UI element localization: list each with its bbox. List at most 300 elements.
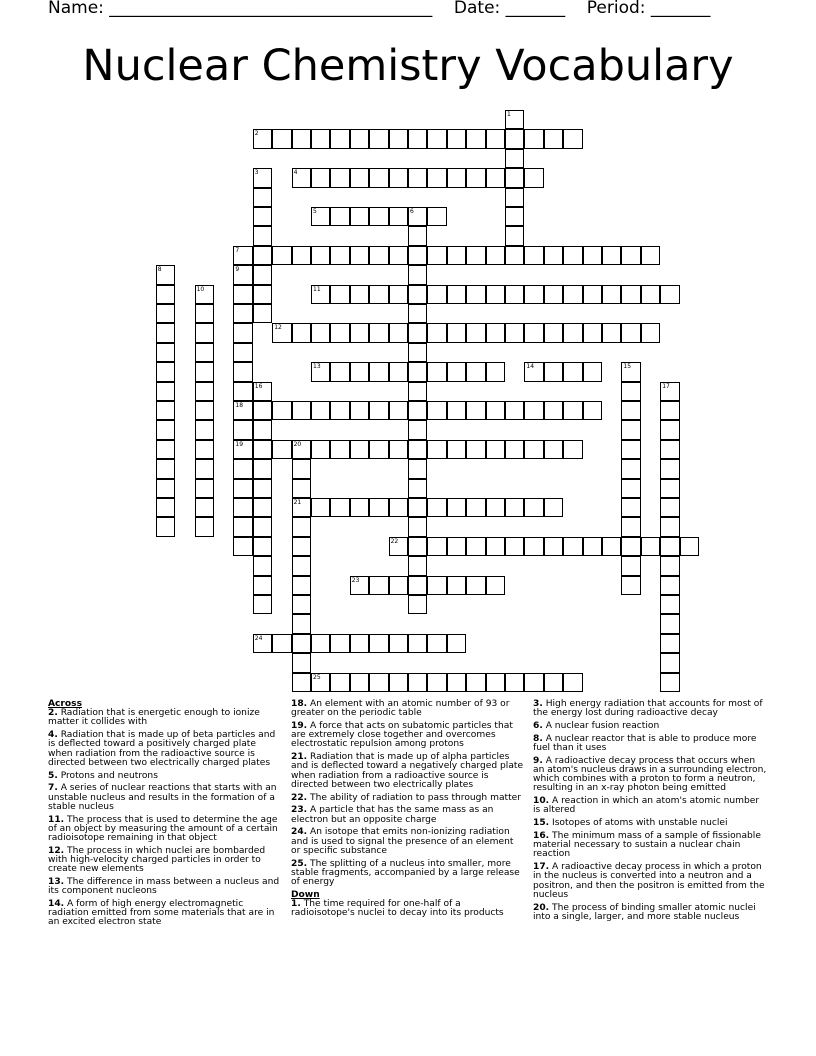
grid-cell[interactable] bbox=[505, 110, 524, 129]
grid-cell[interactable] bbox=[156, 459, 175, 478]
grid-cell[interactable] bbox=[195, 304, 214, 323]
grid-cell[interactable] bbox=[486, 498, 505, 517]
grid-cell[interactable] bbox=[195, 479, 214, 498]
grid-cell[interactable] bbox=[427, 168, 446, 187]
grid-cell[interactable] bbox=[233, 323, 252, 342]
grid-cell[interactable] bbox=[641, 285, 660, 304]
grid-cell[interactable] bbox=[524, 498, 543, 517]
grid-cell[interactable] bbox=[389, 129, 408, 148]
grid-cell[interactable] bbox=[311, 246, 330, 265]
grid-cell[interactable] bbox=[350, 576, 369, 595]
grid-cell[interactable] bbox=[660, 459, 679, 478]
grid-cell[interactable] bbox=[253, 517, 272, 536]
grid-cell[interactable] bbox=[505, 440, 524, 459]
grid-cell[interactable] bbox=[292, 517, 311, 536]
grid-cell[interactable] bbox=[544, 362, 563, 381]
grid-cell[interactable] bbox=[253, 440, 272, 459]
grid-cell[interactable] bbox=[486, 323, 505, 342]
grid-cell[interactable] bbox=[660, 517, 679, 536]
grid-cell[interactable] bbox=[369, 207, 388, 226]
grid-cell[interactable] bbox=[330, 323, 349, 342]
grid-cell[interactable] bbox=[427, 673, 446, 692]
grid-cell[interactable] bbox=[505, 188, 524, 207]
grid-cell[interactable] bbox=[311, 129, 330, 148]
grid-cell[interactable] bbox=[408, 226, 427, 245]
grid-cell[interactable] bbox=[408, 459, 427, 478]
grid-cell[interactable] bbox=[350, 401, 369, 420]
grid-cell[interactable] bbox=[544, 673, 563, 692]
grid-cell[interactable] bbox=[292, 168, 311, 187]
grid-cell[interactable] bbox=[369, 576, 388, 595]
grid-cell[interactable] bbox=[466, 576, 485, 595]
grid-cell[interactable] bbox=[544, 440, 563, 459]
grid-cell[interactable] bbox=[330, 246, 349, 265]
grid-cell[interactable] bbox=[350, 246, 369, 265]
grid-cell[interactable] bbox=[583, 323, 602, 342]
grid-cell[interactable] bbox=[389, 168, 408, 187]
grid-cell[interactable] bbox=[195, 323, 214, 342]
grid-cell[interactable] bbox=[389, 323, 408, 342]
grid-cell[interactable] bbox=[369, 129, 388, 148]
grid-cell[interactable] bbox=[621, 537, 640, 556]
grid-cell[interactable] bbox=[544, 246, 563, 265]
grid-cell[interactable] bbox=[660, 401, 679, 420]
grid-cell[interactable] bbox=[195, 420, 214, 439]
grid-cell[interactable] bbox=[524, 673, 543, 692]
grid-cell[interactable] bbox=[389, 498, 408, 517]
grid-cell[interactable] bbox=[253, 595, 272, 614]
grid-cell[interactable] bbox=[505, 226, 524, 245]
grid-cell[interactable] bbox=[660, 595, 679, 614]
grid-cell[interactable] bbox=[408, 556, 427, 575]
grid-cell[interactable] bbox=[233, 401, 252, 420]
grid-cell[interactable] bbox=[544, 498, 563, 517]
grid-cell[interactable] bbox=[311, 498, 330, 517]
grid-cell[interactable] bbox=[156, 440, 175, 459]
grid-cell[interactable] bbox=[233, 537, 252, 556]
grid-cell[interactable] bbox=[292, 401, 311, 420]
grid-cell[interactable] bbox=[311, 440, 330, 459]
grid-cell[interactable] bbox=[486, 362, 505, 381]
grid-cell[interactable] bbox=[660, 576, 679, 595]
grid-cell[interactable] bbox=[389, 362, 408, 381]
grid-cell[interactable] bbox=[427, 537, 446, 556]
grid-cell[interactable] bbox=[486, 168, 505, 187]
grid-cell[interactable] bbox=[660, 556, 679, 575]
grid-cell[interactable] bbox=[563, 440, 582, 459]
grid-cell[interactable] bbox=[253, 576, 272, 595]
grid-cell[interactable] bbox=[660, 420, 679, 439]
grid-cell[interactable] bbox=[292, 323, 311, 342]
grid-cell[interactable] bbox=[311, 673, 330, 692]
grid-cell[interactable] bbox=[253, 188, 272, 207]
grid-cell[interactable] bbox=[408, 401, 427, 420]
grid-cell[interactable] bbox=[292, 479, 311, 498]
grid-cell[interactable] bbox=[602, 285, 621, 304]
grid-cell[interactable] bbox=[253, 246, 272, 265]
grid-cell[interactable] bbox=[350, 168, 369, 187]
grid-cell[interactable] bbox=[505, 168, 524, 187]
grid-cell[interactable] bbox=[330, 440, 349, 459]
grid-cell[interactable] bbox=[408, 479, 427, 498]
grid-cell[interactable] bbox=[486, 537, 505, 556]
grid-cell[interactable] bbox=[292, 440, 311, 459]
grid-cell[interactable] bbox=[447, 440, 466, 459]
grid-cell[interactable] bbox=[660, 614, 679, 633]
grid-cell[interactable] bbox=[466, 440, 485, 459]
grid-cell[interactable] bbox=[447, 576, 466, 595]
grid-cell[interactable] bbox=[156, 420, 175, 439]
grid-cell[interactable] bbox=[156, 517, 175, 536]
grid-cell[interactable] bbox=[427, 576, 446, 595]
grid-cell[interactable] bbox=[447, 634, 466, 653]
grid-cell[interactable] bbox=[408, 576, 427, 595]
grid-cell[interactable] bbox=[272, 440, 291, 459]
grid-cell[interactable] bbox=[195, 498, 214, 517]
grid-cell[interactable] bbox=[292, 576, 311, 595]
grid-cell[interactable] bbox=[408, 517, 427, 536]
grid-cell[interactable] bbox=[427, 129, 446, 148]
grid-cell[interactable] bbox=[563, 285, 582, 304]
grid-cell[interactable] bbox=[369, 168, 388, 187]
grid-cell[interactable] bbox=[272, 246, 291, 265]
grid-cell[interactable] bbox=[505, 246, 524, 265]
grid-cell[interactable] bbox=[350, 673, 369, 692]
grid-cell[interactable] bbox=[330, 401, 349, 420]
grid-cell[interactable] bbox=[233, 459, 252, 478]
grid-cell[interactable] bbox=[563, 673, 582, 692]
grid-cell[interactable] bbox=[505, 323, 524, 342]
grid-cell[interactable] bbox=[233, 304, 252, 323]
grid-cell[interactable] bbox=[233, 498, 252, 517]
grid-cell[interactable] bbox=[505, 207, 524, 226]
grid-cell[interactable] bbox=[447, 673, 466, 692]
grid-cell[interactable] bbox=[524, 401, 543, 420]
grid-cell[interactable] bbox=[466, 537, 485, 556]
grid-cell[interactable] bbox=[621, 479, 640, 498]
grid-cell[interactable] bbox=[292, 673, 311, 692]
grid-cell[interactable] bbox=[156, 498, 175, 517]
grid-cell[interactable] bbox=[583, 246, 602, 265]
grid-cell[interactable] bbox=[408, 634, 427, 653]
grid-cell[interactable] bbox=[253, 401, 272, 420]
grid-cell[interactable] bbox=[563, 323, 582, 342]
grid-cell[interactable] bbox=[486, 576, 505, 595]
grid-cell[interactable] bbox=[195, 459, 214, 478]
grid-cell[interactable] bbox=[389, 537, 408, 556]
grid-cell[interactable] bbox=[369, 634, 388, 653]
grid-cell[interactable] bbox=[233, 265, 252, 284]
grid-cell[interactable] bbox=[195, 401, 214, 420]
grid-cell[interactable] bbox=[486, 285, 505, 304]
grid-cell[interactable] bbox=[408, 498, 427, 517]
grid-cell[interactable] bbox=[621, 362, 640, 381]
grid-cell[interactable] bbox=[621, 440, 640, 459]
grid-cell[interactable] bbox=[253, 420, 272, 439]
grid-cell[interactable] bbox=[408, 595, 427, 614]
grid-cell[interactable] bbox=[486, 246, 505, 265]
grid-cell[interactable] bbox=[524, 168, 543, 187]
grid-cell[interactable] bbox=[563, 246, 582, 265]
grid-cell[interactable] bbox=[253, 285, 272, 304]
grid-cell[interactable] bbox=[505, 129, 524, 148]
grid-cell[interactable] bbox=[311, 207, 330, 226]
grid-cell[interactable] bbox=[447, 168, 466, 187]
grid-cell[interactable] bbox=[233, 440, 252, 459]
grid-cell[interactable] bbox=[583, 285, 602, 304]
grid-cell[interactable] bbox=[330, 168, 349, 187]
grid-cell[interactable] bbox=[369, 401, 388, 420]
grid-cell[interactable] bbox=[466, 362, 485, 381]
grid-cell[interactable] bbox=[621, 285, 640, 304]
grid-cell[interactable] bbox=[505, 149, 524, 168]
grid-cell[interactable] bbox=[156, 382, 175, 401]
grid-cell[interactable] bbox=[369, 285, 388, 304]
grid-cell[interactable] bbox=[544, 285, 563, 304]
grid-cell[interactable] bbox=[272, 323, 291, 342]
grid-cell[interactable] bbox=[524, 323, 543, 342]
grid-cell[interactable] bbox=[563, 537, 582, 556]
grid-cell[interactable] bbox=[233, 382, 252, 401]
grid-cell[interactable] bbox=[641, 323, 660, 342]
grid-cell[interactable] bbox=[330, 207, 349, 226]
grid-cell[interactable] bbox=[350, 285, 369, 304]
grid-cell[interactable] bbox=[621, 517, 640, 536]
grid-cell[interactable] bbox=[466, 246, 485, 265]
grid-cell[interactable] bbox=[486, 673, 505, 692]
grid-cell[interactable] bbox=[505, 401, 524, 420]
grid-cell[interactable] bbox=[447, 285, 466, 304]
grid-cell[interactable] bbox=[369, 246, 388, 265]
grid-cell[interactable] bbox=[195, 362, 214, 381]
grid-cell[interactable] bbox=[389, 246, 408, 265]
grid-cell[interactable] bbox=[660, 653, 679, 672]
grid-cell[interactable] bbox=[233, 343, 252, 362]
grid-cell[interactable] bbox=[156, 323, 175, 342]
grid-cell[interactable] bbox=[641, 246, 660, 265]
grid-cell[interactable] bbox=[563, 129, 582, 148]
grid-cell[interactable] bbox=[330, 362, 349, 381]
grid-cell[interactable] bbox=[350, 498, 369, 517]
grid-cell[interactable] bbox=[583, 362, 602, 381]
grid-cell[interactable] bbox=[466, 401, 485, 420]
grid-cell[interactable] bbox=[466, 673, 485, 692]
grid-cell[interactable] bbox=[466, 285, 485, 304]
grid-cell[interactable] bbox=[505, 673, 524, 692]
grid-cell[interactable] bbox=[195, 440, 214, 459]
grid-cell[interactable] bbox=[233, 246, 252, 265]
grid-cell[interactable] bbox=[389, 634, 408, 653]
grid-cell[interactable] bbox=[195, 382, 214, 401]
grid-cell[interactable] bbox=[660, 673, 679, 692]
grid-cell[interactable] bbox=[447, 362, 466, 381]
grid-cell[interactable] bbox=[330, 129, 349, 148]
grid-cell[interactable] bbox=[350, 634, 369, 653]
grid-cell[interactable] bbox=[583, 537, 602, 556]
grid-cell[interactable] bbox=[447, 246, 466, 265]
grid-cell[interactable] bbox=[253, 304, 272, 323]
grid-cell[interactable] bbox=[272, 634, 291, 653]
grid-cell[interactable] bbox=[505, 498, 524, 517]
grid-cell[interactable] bbox=[330, 285, 349, 304]
grid-cell[interactable] bbox=[660, 382, 679, 401]
grid-cell[interactable] bbox=[292, 246, 311, 265]
grid-cell[interactable] bbox=[369, 498, 388, 517]
grid-cell[interactable] bbox=[253, 556, 272, 575]
grid-cell[interactable] bbox=[466, 129, 485, 148]
grid-cell[interactable] bbox=[466, 323, 485, 342]
grid-cell[interactable] bbox=[408, 168, 427, 187]
grid-cell[interactable] bbox=[486, 129, 505, 148]
grid-cell[interactable] bbox=[660, 498, 679, 517]
grid-cell[interactable] bbox=[524, 537, 543, 556]
grid-cell[interactable] bbox=[156, 304, 175, 323]
grid-cell[interactable] bbox=[311, 285, 330, 304]
grid-cell[interactable] bbox=[350, 207, 369, 226]
grid-cell[interactable] bbox=[389, 576, 408, 595]
grid-cell[interactable] bbox=[389, 285, 408, 304]
grid-cell[interactable] bbox=[544, 323, 563, 342]
grid-cell[interactable] bbox=[427, 634, 446, 653]
grid-cell[interactable] bbox=[427, 440, 446, 459]
grid-cell[interactable] bbox=[544, 129, 563, 148]
grid-cell[interactable] bbox=[427, 323, 446, 342]
grid-cell[interactable] bbox=[408, 207, 427, 226]
grid-cell[interactable] bbox=[350, 129, 369, 148]
grid-cell[interactable] bbox=[389, 440, 408, 459]
grid-cell[interactable] bbox=[195, 285, 214, 304]
grid-cell[interactable] bbox=[233, 362, 252, 381]
grid-cell[interactable] bbox=[427, 246, 446, 265]
grid-cell[interactable] bbox=[602, 323, 621, 342]
grid-cell[interactable] bbox=[427, 207, 446, 226]
grid-cell[interactable] bbox=[524, 362, 543, 381]
grid-cell[interactable] bbox=[311, 323, 330, 342]
grid-cell[interactable] bbox=[253, 459, 272, 478]
grid-cell[interactable] bbox=[253, 537, 272, 556]
grid-cell[interactable] bbox=[680, 537, 699, 556]
grid-cell[interactable] bbox=[253, 168, 272, 187]
grid-cell[interactable] bbox=[330, 634, 349, 653]
grid-cell[interactable] bbox=[505, 285, 524, 304]
grid-cell[interactable] bbox=[660, 479, 679, 498]
grid-cell[interactable] bbox=[660, 634, 679, 653]
grid-cell[interactable] bbox=[311, 168, 330, 187]
grid-cell[interactable] bbox=[156, 265, 175, 284]
grid-cell[interactable] bbox=[292, 595, 311, 614]
grid-cell[interactable] bbox=[544, 401, 563, 420]
grid-cell[interactable] bbox=[447, 498, 466, 517]
grid-cell[interactable] bbox=[272, 129, 291, 148]
grid-cell[interactable] bbox=[233, 420, 252, 439]
grid-cell[interactable] bbox=[330, 498, 349, 517]
grid-cell[interactable] bbox=[156, 362, 175, 381]
grid-cell[interactable] bbox=[292, 129, 311, 148]
grid-cell[interactable] bbox=[408, 440, 427, 459]
grid-cell[interactable] bbox=[253, 498, 272, 517]
grid-cell[interactable] bbox=[292, 634, 311, 653]
grid-cell[interactable] bbox=[311, 634, 330, 653]
grid-cell[interactable] bbox=[408, 673, 427, 692]
grid-cell[interactable] bbox=[389, 401, 408, 420]
grid-cell[interactable] bbox=[466, 168, 485, 187]
grid-cell[interactable] bbox=[660, 537, 679, 556]
grid-cell[interactable] bbox=[389, 207, 408, 226]
grid-cell[interactable] bbox=[524, 129, 543, 148]
grid-cell[interactable] bbox=[621, 459, 640, 478]
grid-cell[interactable] bbox=[350, 323, 369, 342]
grid-cell[interactable] bbox=[292, 653, 311, 672]
grid-cell[interactable] bbox=[427, 498, 446, 517]
grid-cell[interactable] bbox=[583, 401, 602, 420]
grid-cell[interactable] bbox=[408, 285, 427, 304]
grid-cell[interactable] bbox=[563, 362, 582, 381]
grid-cell[interactable] bbox=[427, 362, 446, 381]
grid-cell[interactable] bbox=[621, 382, 640, 401]
grid-cell[interactable] bbox=[292, 556, 311, 575]
grid-cell[interactable] bbox=[524, 285, 543, 304]
grid-cell[interactable] bbox=[350, 440, 369, 459]
grid-cell[interactable] bbox=[369, 362, 388, 381]
grid-cell[interactable] bbox=[389, 673, 408, 692]
grid-cell[interactable] bbox=[524, 246, 543, 265]
grid-cell[interactable] bbox=[156, 479, 175, 498]
grid-cell[interactable] bbox=[486, 401, 505, 420]
grid-cell[interactable] bbox=[427, 401, 446, 420]
grid-cell[interactable] bbox=[621, 420, 640, 439]
grid-cell[interactable] bbox=[486, 440, 505, 459]
grid-cell[interactable] bbox=[292, 459, 311, 478]
grid-cell[interactable] bbox=[253, 382, 272, 401]
grid-cell[interactable] bbox=[621, 246, 640, 265]
grid-cell[interactable] bbox=[621, 498, 640, 517]
grid-cell[interactable] bbox=[156, 401, 175, 420]
grid-cell[interactable] bbox=[621, 556, 640, 575]
grid-cell[interactable] bbox=[272, 401, 291, 420]
grid-cell[interactable] bbox=[621, 576, 640, 595]
grid-cell[interactable] bbox=[253, 129, 272, 148]
grid-cell[interactable] bbox=[524, 440, 543, 459]
grid-cell[interactable] bbox=[311, 362, 330, 381]
grid-cell[interactable] bbox=[233, 285, 252, 304]
grid-cell[interactable] bbox=[544, 537, 563, 556]
grid-cell[interactable] bbox=[408, 537, 427, 556]
grid-cell[interactable] bbox=[195, 517, 214, 536]
grid-cell[interactable] bbox=[408, 265, 427, 284]
grid-cell[interactable] bbox=[292, 537, 311, 556]
grid-cell[interactable] bbox=[330, 673, 349, 692]
grid-cell[interactable] bbox=[408, 246, 427, 265]
grid-cell[interactable] bbox=[408, 323, 427, 342]
grid-cell[interactable] bbox=[408, 382, 427, 401]
grid-cell[interactable] bbox=[563, 401, 582, 420]
grid-cell[interactable] bbox=[408, 304, 427, 323]
grid-cell[interactable] bbox=[505, 537, 524, 556]
grid-cell[interactable] bbox=[447, 323, 466, 342]
grid-cell[interactable] bbox=[253, 207, 272, 226]
grid-cell[interactable] bbox=[408, 420, 427, 439]
grid-cell[interactable] bbox=[369, 440, 388, 459]
grid-cell[interactable] bbox=[447, 401, 466, 420]
grid-cell[interactable] bbox=[621, 401, 640, 420]
grid-cell[interactable] bbox=[253, 634, 272, 653]
grid-cell[interactable] bbox=[292, 498, 311, 517]
grid-cell[interactable] bbox=[408, 129, 427, 148]
grid-cell[interactable] bbox=[641, 537, 660, 556]
grid-cell[interactable] bbox=[195, 343, 214, 362]
grid-cell[interactable] bbox=[369, 323, 388, 342]
grid-cell[interactable] bbox=[311, 401, 330, 420]
